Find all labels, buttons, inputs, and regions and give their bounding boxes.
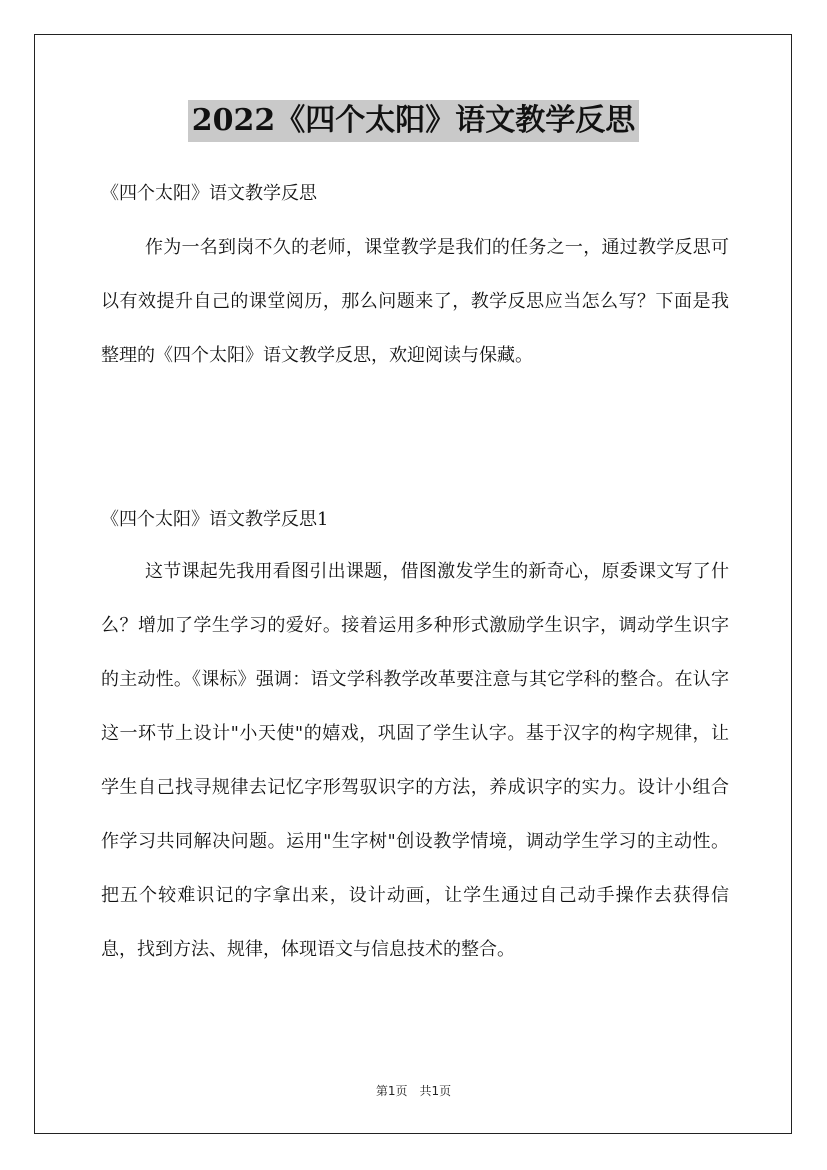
section-1-heading: 《四个太阳》语文教学反思1 xyxy=(101,509,329,530)
document-title: 2022《四个太阳》语文教学反思 xyxy=(188,100,640,142)
section-1-paragraph: 这节课起先我用看图引出课题，借图激发学生的新奇心，原委课文写了什么？增加了学生学习的爱好。接着运用多种形式激励学生识字，调动学生识字的主动性。《课标》强调：语文学科教学改革要注意与其它学科的整合。在认字这一环节上设计"小天使"的嬉戏，巩固了学生认字。基于汉字的构字规律，让学生自己找寻规律去记忆字形驾驭识字的方法，养成识字的实力。设计小组合作学习共同解决问题。运用"生字树"创设教学情境，调动学生学习的主动性。把五个较难识记的字拿出来，设计动画，让学生通过自己动手操作去获得信息，找到方法、规律，体现语文与信息技术的整合。 xyxy=(101,561,729,960)
intro-paragraph: 作为一名到岗不久的老师，课堂教学是我们的任务之一，通过教学反思可以有效提升自己的课堂阅历，那么问题来了，教学反思应当怎么写？下面是我整理的《四个太阳》语文教学反思，欢迎阅读与保藏。 xyxy=(101,237,729,366)
document-subtitle: 《四个太阳》语文教学反思 xyxy=(101,183,317,204)
page-footer: 第1页 共1页 xyxy=(375,1084,452,1098)
title-container xyxy=(0,100,827,142)
